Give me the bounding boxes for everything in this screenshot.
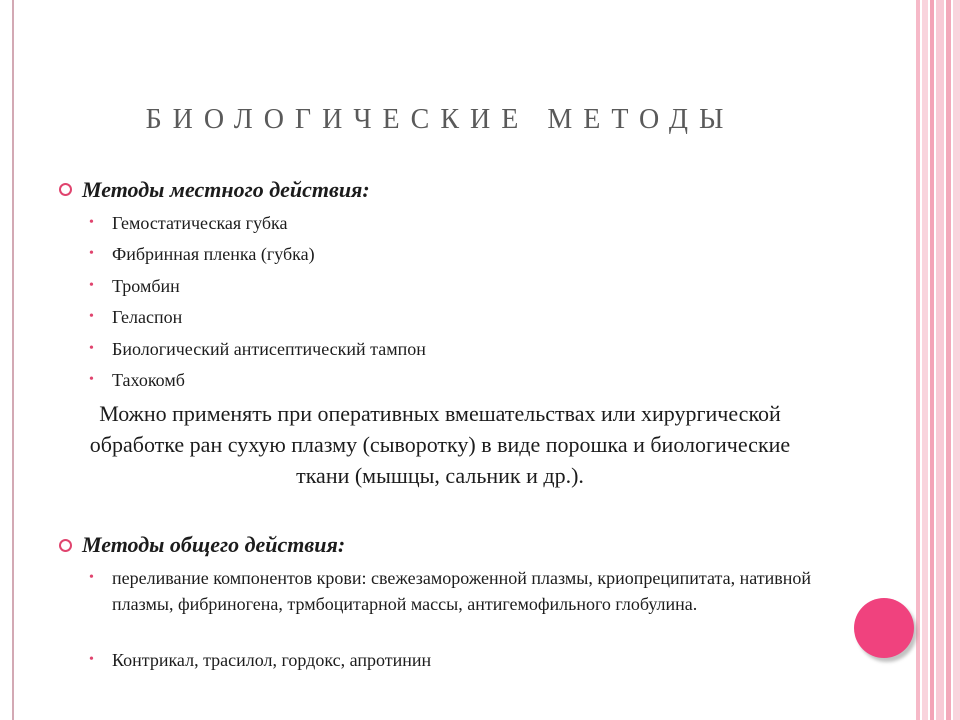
- list-item: Фибринная пленка (губка): [112, 244, 315, 264]
- slide-title: БИОЛОГИЧЕСКИЕ МЕТОДЫ: [145, 104, 735, 135]
- bullet-icon: •: [89, 372, 94, 387]
- ring-bullet-icon: [59, 539, 72, 552]
- list-item: Тахокомб: [112, 370, 185, 390]
- list-item: переливание компонентов крови: свежезамороженной плазмы, криопреципитата, нативной плазмы, фибриногена, трмбоцитарной массы, антигемофильного глобулина.: [112, 568, 811, 614]
- bullet-icon: •: [89, 341, 94, 356]
- bullet-icon: •: [89, 309, 94, 324]
- ring-bullet-icon: [59, 183, 72, 196]
- list-item: Тромбин: [112, 276, 180, 296]
- list-item: Геласпон: [112, 307, 183, 327]
- section-heading-local: Методы местного действия:: [82, 177, 370, 202]
- list-item: Контрикал, трасилол, гордокс, апротинин: [112, 650, 432, 670]
- bullet-icon: •: [89, 278, 94, 293]
- bullet-icon: •: [89, 246, 94, 261]
- list-item: Биологический антисептический тампон: [112, 339, 426, 359]
- list-item: Гемостатическая губка: [112, 213, 288, 233]
- bullet-icon: •: [89, 215, 94, 230]
- bullet-icon: •: [89, 570, 94, 585]
- decorative-stripes: [916, 0, 960, 720]
- bullet-icon: •: [89, 652, 94, 667]
- section-heading-general: Методы общего действия:: [82, 532, 346, 557]
- decorative-circle: [854, 598, 914, 658]
- local-methods-note: Можно применять при оперативных вмешательствах или хирургической обработке ран сухую плазму (сыворотку) в виде порошка и биологические ткани (мышцы, сальник и др.).: [89, 401, 791, 488]
